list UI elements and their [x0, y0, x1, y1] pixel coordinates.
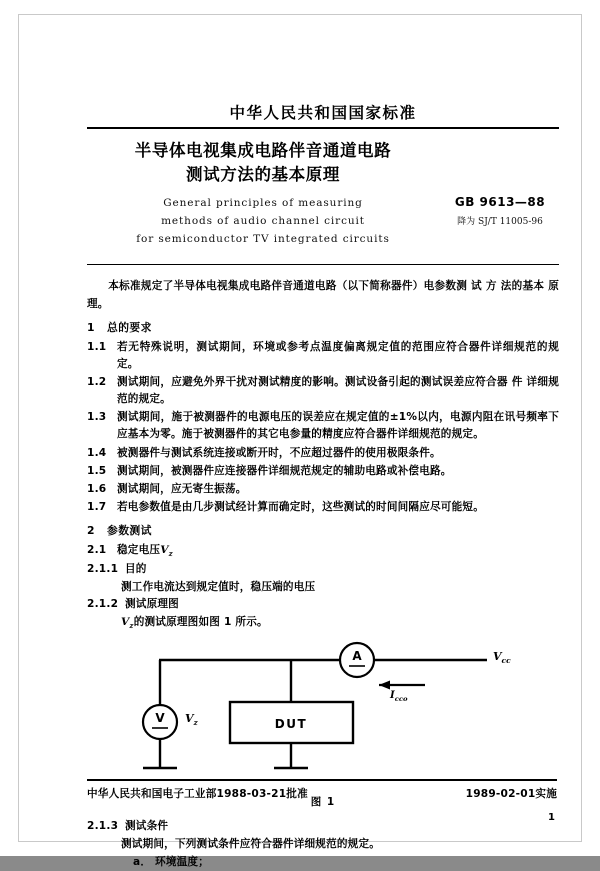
section-2-heading: [87, 523, 559, 538]
clause-1-3-text: 测试期间，施于被测器件的电源电压的误差应在规定值的±1%以内，电源内阻在讯号频率下应基本为零。施于被测器件的其它电参量的精度应符合器件详细规范的规定。: [117, 411, 559, 441]
clause-1-4: [87, 445, 559, 462]
clause-1-4-number: 1.4: [87, 446, 107, 459]
clause-2-1-3-title: 测试条件: [125, 820, 169, 833]
clause-1-6-text: 测试期间，应无寄生振荡。: [117, 482, 247, 495]
clause-1-3: [87, 409, 559, 443]
title-block: [87, 139, 559, 248]
clause-2-1-3-number: 2.1.3: [87, 820, 119, 833]
clause-1-4-text: 被测器件与测试系统连接或断开时，不应超过器件的使用极限条件。: [117, 446, 441, 459]
label-vcc-subscript: cc: [501, 656, 511, 666]
section-2-number: 2: [87, 524, 95, 538]
page-sheet: [18, 14, 582, 868]
clause-2-1-text: [117, 542, 559, 560]
footer-rule: [87, 779, 557, 781]
page-content: [87, 101, 559, 871]
masthead-top-rule: [87, 127, 559, 129]
clause-1-6: [87, 481, 559, 498]
standard-code-block: [441, 195, 559, 227]
english-title-line-3: for semiconductor TV integrated circuits: [136, 232, 390, 245]
section-1-heading: [87, 320, 559, 335]
english-title-line-1: General principles of measuring: [163, 196, 363, 209]
figure-1-circuit: [87, 640, 559, 790]
label-vz: [185, 712, 198, 727]
document-title: [87, 139, 559, 187]
document-title-line-2: 测试方法的基本原理: [186, 164, 340, 184]
clause-1-1-text: 若无特殊说明，测试期间，环境或参考点温度偏离规定值的范围应符合器件详细规范的规定。: [117, 340, 559, 370]
label-icco-subscript: cco: [394, 695, 408, 704]
symbol-vz: [160, 544, 173, 559]
footer-row: [87, 786, 557, 801]
clause-1-5: [87, 463, 559, 480]
label-vcc-letter: V: [493, 650, 502, 664]
clause-1-7-text: 若电参数值是由几步测试经计算而确定时，这些测试的时间间隔应尽可能短。: [117, 501, 484, 514]
clause-1-7-number: 1.7: [87, 501, 107, 514]
label-vz-subscript: z: [193, 718, 198, 728]
clause-2-1-1-title: 目的: [125, 563, 147, 576]
page-number: 1: [548, 812, 555, 823]
label-icco: [390, 690, 408, 703]
section-2-title: 参数测试: [107, 524, 152, 538]
clause-2-1-2-title: 测试原理图: [125, 598, 179, 611]
clause-2-1-2-text: [121, 614, 559, 632]
ammeter-letter: A: [352, 649, 362, 664]
scope-paragraph: 本标准规定了半导体电视集成电路伴音通道电路（以下简称器件）电参数测 试 方 法的基本 原理。: [87, 280, 559, 310]
section-1-number: 1: [87, 320, 95, 334]
clause-2-1-2-number: 2.1.2: [87, 598, 119, 611]
label-vcc: [493, 650, 511, 665]
clause-2-1-number: 2.1: [87, 544, 107, 557]
clause-1-2-text: 测试期间，应避免外界干扰对测试精度的影响。测试设备引起的测试误差应符合器 件 详细规范的规定。: [117, 376, 559, 406]
clause-2-1-1-text: 测工作电流达到规定值时，稳压端的电压: [121, 581, 316, 594]
symbol-vz-ref: [121, 616, 134, 631]
clause-1-3-number: 1.3: [87, 411, 107, 424]
clause-2-1: [87, 542, 559, 560]
standard-replacement-note: 降为 SJ/T 11005-96: [457, 217, 543, 227]
dut-label: DUT: [274, 717, 308, 732]
clause-1-5-number: 1.5: [87, 464, 107, 477]
section-1-title: 总的要求: [107, 320, 152, 334]
circuit-diagram-svg: [87, 640, 559, 790]
label-icco-letter: I: [390, 690, 395, 702]
document-title-line-1: 半导体电视集成电路伴音通道电路: [134, 141, 392, 160]
clause-2-1-3-item-a: a． 环境温度；: [133, 855, 209, 868]
clause-1-1: [87, 339, 559, 373]
voltmeter-letter: V: [155, 711, 165, 726]
symbol-vz-subscript: z: [168, 549, 173, 559]
symbol-vz-letter: V: [160, 544, 169, 557]
page-footer: [87, 779, 557, 801]
footer-effective-date: 1989-02-01实施: [465, 788, 557, 800]
clause-1-2-number: 1.2: [87, 376, 107, 388]
masthead: [87, 101, 559, 265]
national-standard-title: 中华人民共和国国家标准: [229, 104, 417, 122]
current-arrow-head: [379, 681, 390, 690]
standard-number: GB 9613—88: [454, 195, 546, 209]
clause-1-1-number: 1.1: [87, 340, 107, 353]
clause-2-1-2: [87, 596, 559, 613]
clause-2-1-3: [87, 818, 559, 835]
figure-1-caption: 图 1: [310, 796, 336, 809]
clause-2-1-1-number: 2.1.1: [87, 563, 119, 576]
label-vz-letter: V: [185, 712, 194, 726]
clause-2-1-2-text-rest: 的测试原理图如图 1 所示。: [133, 616, 268, 629]
clause-1-5-text: 测试期间，被测器件应连接器件详细规范规定的辅助电路或补偿电路。: [117, 464, 452, 477]
clause-1-7: [87, 499, 559, 516]
masthead-bottom-rule: [87, 264, 559, 265]
symbol-vz-ref-letter: V: [121, 616, 130, 629]
english-title-line-2: methods of audio channel circuit: [161, 214, 365, 227]
clause-2-1-title: 稳定电压: [117, 544, 161, 557]
clause-2-1-1: [87, 561, 559, 578]
clause-1-6-number: 1.6: [87, 482, 107, 495]
clause-2-1-3-text: 测试期间，下列测试条件应符合器件详细规范的规定。: [121, 838, 381, 851]
symbol-vz-ref-subscript: z: [129, 621, 134, 631]
footer-approver: 中华人民共和国电子工业部1988-03-21批准: [87, 788, 308, 800]
clause-1-2: [87, 374, 559, 408]
